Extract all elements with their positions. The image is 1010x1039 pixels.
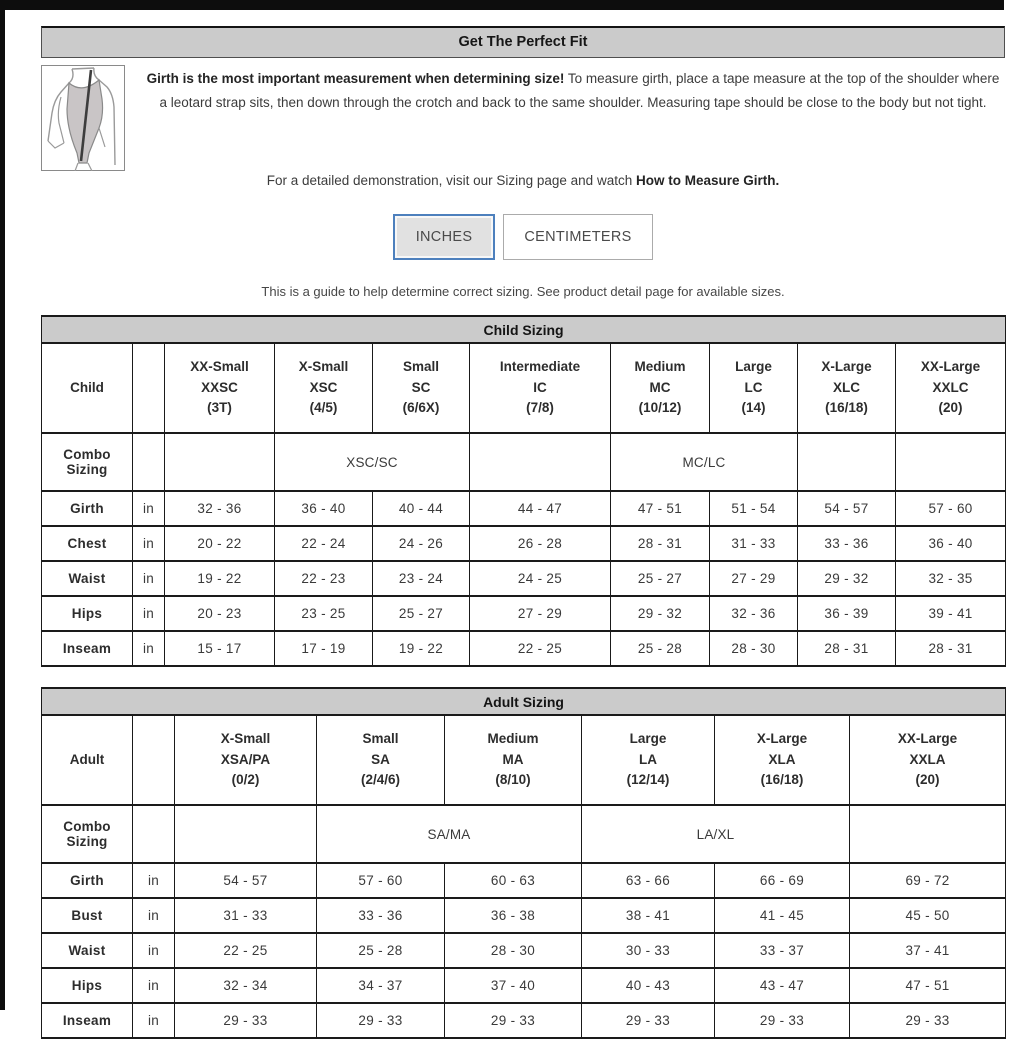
- adult-sizing-measurement-row: [42, 1003, 1006, 1038]
- measurement-value-cell: 28 - 31: [896, 631, 1006, 666]
- measurement-row-label: Inseam: [42, 631, 133, 666]
- measurement-value-cell: 34 - 37: [317, 968, 445, 1003]
- measurement-value-cell: 30 - 33: [582, 933, 715, 968]
- measurement-value-cell: 23 - 24: [373, 561, 470, 596]
- measurement-value-cell: 32 - 34: [175, 968, 317, 1003]
- measurement-value-cell: 32 - 35: [896, 561, 1006, 596]
- measurement-value-cell: 32 - 36: [165, 491, 275, 526]
- girth-instructions-body: To measure girth, place a tape measure at the top of the shoulder where a leotard strap sits, then down through the crotch and back to the same shoulder. Measuring tape should be close to the body but not tight.: [159, 71, 1000, 110]
- measurement-value-cell: 22 - 23: [275, 561, 373, 596]
- measurement-value-cell: 28 - 31: [611, 526, 710, 561]
- child-sizing-column-header: Medium MC (10/12): [611, 343, 710, 433]
- measurement-value-cell: 36 - 40: [275, 491, 373, 526]
- combo-sizing-cell: [798, 433, 896, 491]
- measurement-value-cell: 22 - 25: [175, 933, 317, 968]
- measurement-value-cell: 33 - 36: [798, 526, 896, 561]
- child-sizing-column-header: Intermediate IC (7/8): [470, 343, 611, 433]
- child-sizing-table: [41, 315, 1006, 667]
- measurement-unit-cell: in: [133, 561, 165, 596]
- measurement-value-cell: 54 - 57: [798, 491, 896, 526]
- adult-sizing-measurement-row: [42, 863, 1006, 898]
- measurement-value-cell: 23 - 25: [275, 596, 373, 631]
- child-sizing-measurement-row: [42, 491, 1006, 526]
- unit-column-header: [133, 343, 165, 433]
- unit-toggle: [41, 214, 1005, 260]
- combo-sizing-cell: [175, 805, 317, 863]
- adult-sizing-table: [41, 687, 1006, 1039]
- measurement-value-cell: 36 - 38: [445, 898, 582, 933]
- combo-sizing-cell: [165, 433, 275, 491]
- measurement-unit-cell: in: [133, 1003, 175, 1038]
- measurement-value-cell: 25 - 27: [611, 561, 710, 596]
- measurement-value-cell: 22 - 24: [275, 526, 373, 561]
- combo-sizing-label: Combo Sizing: [42, 805, 133, 863]
- measurement-value-cell: 43 - 47: [715, 968, 850, 1003]
- measurement-value-cell: 45 - 50: [850, 898, 1006, 933]
- combo-sizing-label: Combo Sizing: [42, 433, 133, 491]
- child-sizing-measurement-row: [42, 561, 1006, 596]
- measurement-unit-cell: in: [133, 596, 165, 631]
- sizing-guide-note: This is a guide to help determine correct sizing. See product detail page for available sizes.: [261, 284, 785, 299]
- measurement-value-cell: 24 - 25: [470, 561, 611, 596]
- measurement-row-label: Inseam: [42, 1003, 133, 1038]
- measurement-value-cell: 28 - 31: [798, 631, 896, 666]
- measurement-value-cell: 36 - 40: [896, 526, 1006, 561]
- measurement-row-label: Waist: [42, 933, 133, 968]
- leotard-measurement-icon: [41, 65, 125, 171]
- measurement-value-cell: 31 - 33: [710, 526, 798, 561]
- how-to-measure-girth-text: How to Measure Girth.: [635, 173, 780, 188]
- measurement-value-cell: 29 - 33: [445, 1003, 582, 1038]
- measurement-value-cell: 32 - 36: [710, 596, 798, 631]
- measurement-row-label: Girth: [42, 491, 133, 526]
- measurement-value-cell: 63 - 66: [582, 863, 715, 898]
- combo-sizing-cell: LA/XL: [582, 805, 850, 863]
- measurement-unit-cell: in: [133, 863, 175, 898]
- girth-instructions-lead: Girth is the most important measurement when determining size!: [146, 71, 565, 86]
- measurement-value-cell: 33 - 36: [317, 898, 445, 933]
- measurement-value-cell: 15 - 17: [165, 631, 275, 666]
- adult-sizing-column-header: X-Large XLA (16/18): [715, 715, 850, 805]
- measurement-value-cell: 19 - 22: [165, 561, 275, 596]
- sizing-demo-line: [41, 173, 1005, 188]
- combo-sizing-cell: MC/LC: [611, 433, 798, 491]
- measurement-value-cell: 29 - 33: [175, 1003, 317, 1038]
- measurement-value-cell: 66 - 69: [715, 863, 850, 898]
- measurement-value-cell: 54 - 57: [175, 863, 317, 898]
- measurement-value-cell: 69 - 72: [850, 863, 1006, 898]
- page-title: Get The Perfect Fit: [41, 26, 1005, 58]
- measurement-value-cell: 24 - 26: [373, 526, 470, 561]
- measurement-value-cell: 22 - 25: [470, 631, 611, 666]
- measurement-value-cell: 47 - 51: [850, 968, 1006, 1003]
- measurement-row-label: Girth: [42, 863, 133, 898]
- combo-sizing-cell: [896, 433, 1006, 491]
- measurement-unit-cell: in: [133, 631, 165, 666]
- measurement-value-cell: 27 - 29: [710, 561, 798, 596]
- child-sizing-column-header: Large LC (14): [710, 343, 798, 433]
- combo-sizing-cell: [850, 805, 1006, 863]
- measurement-value-cell: 31 - 33: [175, 898, 317, 933]
- child-sizing-measurement-row: [42, 526, 1006, 561]
- measurement-value-cell: 38 - 41: [582, 898, 715, 933]
- child-sizing-table-title: Child Sizing: [42, 316, 1006, 343]
- measurement-value-cell: 25 - 28: [317, 933, 445, 968]
- measurement-value-cell: 36 - 39: [798, 596, 896, 631]
- unit-column-header: [133, 715, 175, 805]
- measurement-unit-cell: in: [133, 933, 175, 968]
- measurement-value-cell: 57 - 60: [317, 863, 445, 898]
- measurement-value-cell: 33 - 37: [715, 933, 850, 968]
- page-frame-top: [0, 0, 1004, 10]
- measurement-value-cell: 29 - 33: [850, 1003, 1006, 1038]
- adult-sizing-measurement-row: [42, 933, 1006, 968]
- girth-intro-section: [41, 65, 1005, 171]
- measurement-value-cell: 29 - 32: [611, 596, 710, 631]
- measurement-value-cell: 41 - 45: [715, 898, 850, 933]
- combo-sizing-cell: XSC/SC: [275, 433, 470, 491]
- adult-sizing-section: [41, 687, 1005, 1039]
- measurement-value-cell: 19 - 22: [373, 631, 470, 666]
- combo-sizing-cell: SA/MA: [317, 805, 582, 863]
- combo-unit-cell: [133, 433, 165, 491]
- measurement-value-cell: 28 - 30: [445, 933, 582, 968]
- girth-instructions: [141, 65, 1005, 171]
- measurement-value-cell: 37 - 40: [445, 968, 582, 1003]
- combo-sizing-cell: [470, 433, 611, 491]
- combo-unit-cell: [133, 805, 175, 863]
- child-sizing-column-header: X-Large XLC (16/18): [798, 343, 896, 433]
- adult-sizing-column-header: X-Small XSA/PA (0/2): [175, 715, 317, 805]
- centimeters-button[interactable]: CENTIMETERS: [503, 214, 653, 260]
- child-sizing-column-header: X-Small XSC (4/5): [275, 343, 373, 433]
- measurement-value-cell: 47 - 51: [611, 491, 710, 526]
- size-guide-page: [5, 10, 1005, 1039]
- child-sizing-column-header: Small SC (6/6X): [373, 343, 470, 433]
- adult-sizing-measurement-row: [42, 898, 1006, 933]
- adult-sizing-column-header: XX-Large XXLA (20): [850, 715, 1006, 805]
- child-sizing-section: [41, 315, 1005, 667]
- measurement-value-cell: 28 - 30: [710, 631, 798, 666]
- measurement-value-cell: 27 - 29: [470, 596, 611, 631]
- child-sizing-group-label: Child: [42, 343, 133, 433]
- measurement-row-label: Hips: [42, 968, 133, 1003]
- measurement-value-cell: 57 - 60: [896, 491, 1006, 526]
- child-sizing-measurement-row: [42, 596, 1006, 631]
- measurement-row-label: Bust: [42, 898, 133, 933]
- measurement-value-cell: 40 - 43: [582, 968, 715, 1003]
- adult-sizing-column-header: Medium MA (8/10): [445, 715, 582, 805]
- adult-sizing-table-title: Adult Sizing: [42, 688, 1006, 715]
- measurement-value-cell: 26 - 28: [470, 526, 611, 561]
- adult-sizing-column-header: Small SA (2/4/6): [317, 715, 445, 805]
- measurement-value-cell: 25 - 27: [373, 596, 470, 631]
- measurement-value-cell: 40 - 44: [373, 491, 470, 526]
- child-sizing-column-header: XX-Large XXLC (20): [896, 343, 1006, 433]
- measurement-value-cell: 51 - 54: [710, 491, 798, 526]
- child-sizing-column-header: XX-Small XXSC (3T): [165, 343, 275, 433]
- measurement-value-cell: 20 - 22: [165, 526, 275, 561]
- measurement-value-cell: 20 - 23: [165, 596, 275, 631]
- child-sizing-measurement-row: [42, 631, 1006, 666]
- measurement-unit-cell: in: [133, 898, 175, 933]
- measurement-row-label: Chest: [42, 526, 133, 561]
- adult-sizing-column-header: Large LA (12/14): [582, 715, 715, 805]
- measurement-unit-cell: in: [133, 491, 165, 526]
- measurement-value-cell: 37 - 41: [850, 933, 1006, 968]
- sizing-demo-text: For a detailed demonstration, visit our Sizing page and watch: [266, 173, 636, 188]
- measurement-value-cell: 29 - 32: [798, 561, 896, 596]
- measurement-row-label: Waist: [42, 561, 133, 596]
- adult-sizing-measurement-row: [42, 968, 1006, 1003]
- inches-button[interactable]: INCHES: [393, 214, 495, 260]
- measurement-unit-cell: in: [133, 526, 165, 561]
- measurement-value-cell: 39 - 41: [896, 596, 1006, 631]
- measurement-value-cell: 17 - 19: [275, 631, 373, 666]
- measurement-row-label: Hips: [42, 596, 133, 631]
- measurement-value-cell: 44 - 47: [470, 491, 611, 526]
- measurement-value-cell: 25 - 28: [611, 631, 710, 666]
- measurement-unit-cell: in: [133, 968, 175, 1003]
- measurement-value-cell: 60 - 63: [445, 863, 582, 898]
- measurement-value-cell: 29 - 33: [715, 1003, 850, 1038]
- measurement-value-cell: 29 - 33: [317, 1003, 445, 1038]
- measurement-value-cell: 29 - 33: [582, 1003, 715, 1038]
- adult-sizing-group-label: Adult: [42, 715, 133, 805]
